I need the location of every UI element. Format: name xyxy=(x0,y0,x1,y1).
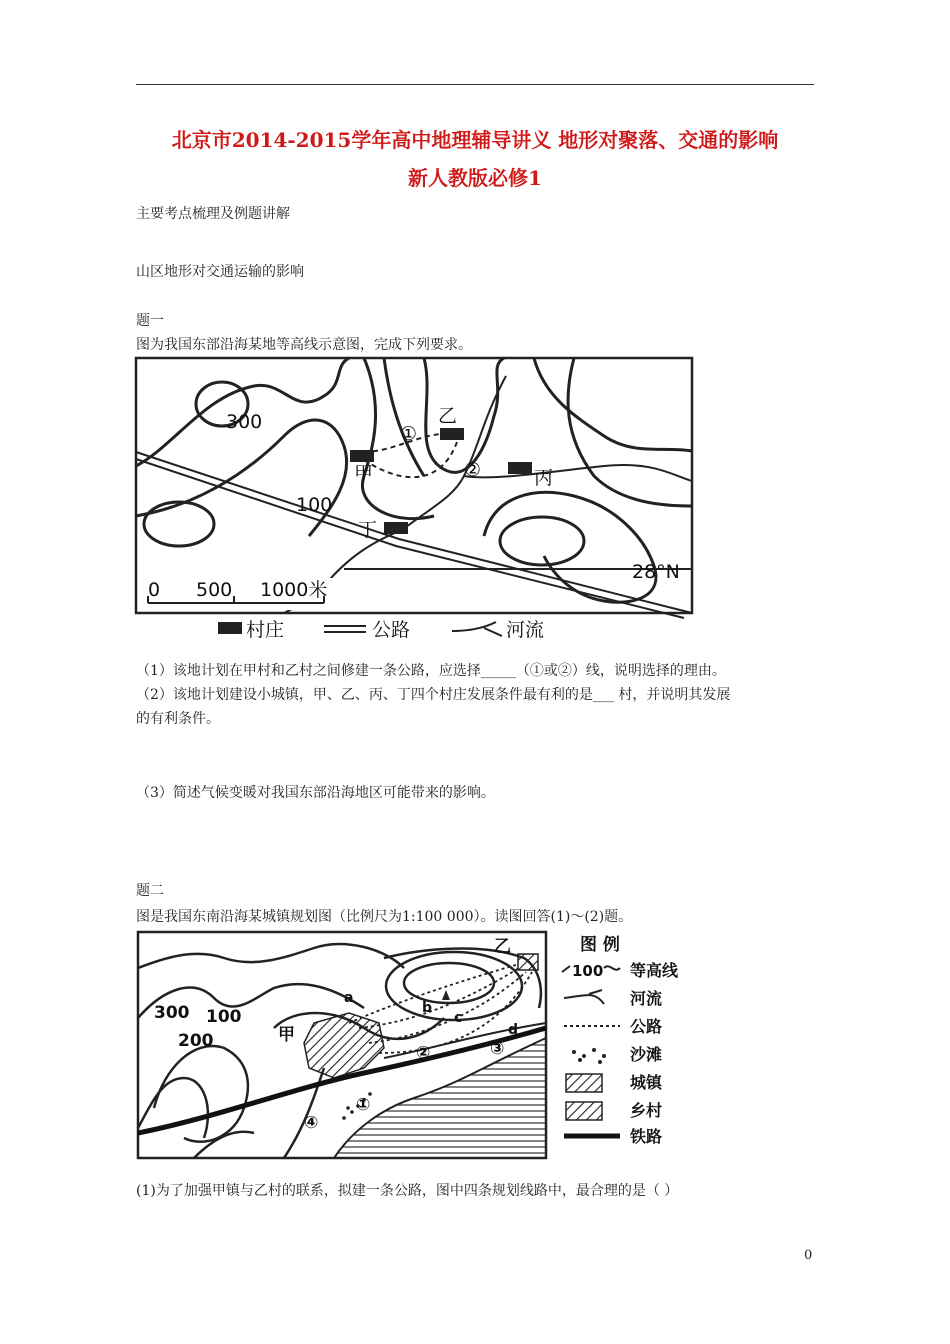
route-a-label: a xyxy=(344,990,354,1006)
legend-town-icon xyxy=(566,1074,602,1092)
contour-label-100: 100 xyxy=(296,494,333,516)
town-plan-figure xyxy=(134,928,706,1162)
river xyxy=(402,376,506,530)
section-heading: 山区地形对交通运输的影响 xyxy=(136,264,304,280)
legend-contour-label: 等高线 xyxy=(630,961,679,980)
legend-railway-label: 铁路 xyxy=(630,1127,663,1146)
village-bing-label: 丙 xyxy=(534,467,554,489)
village-yi-label: 乙 xyxy=(438,405,458,427)
map2-label-100: 100 xyxy=(206,1007,242,1027)
legend-river-label: 河流 xyxy=(630,989,663,1008)
legend-road-label: 公路 xyxy=(630,1017,663,1036)
spot-2-label: ② xyxy=(416,1043,431,1063)
village-jia-label: 甲 xyxy=(354,463,374,485)
route-2-label: ② xyxy=(464,459,482,481)
question1-part2-line2: 的有利条件。 xyxy=(136,711,220,727)
peak-icon xyxy=(442,990,450,1000)
village-ding-label: 丁 xyxy=(358,519,378,541)
map2-legend xyxy=(562,934,679,1146)
question2-part1: (1)为了加强甲镇与乙村的联系，拟建一条公路，图中四条规划线路中，最合理的是（ ） xyxy=(136,1183,679,1199)
village-markers xyxy=(350,428,532,534)
legend-river-icon xyxy=(452,622,502,636)
subtitle: 主要考点梳理及例题讲解 xyxy=(136,206,290,222)
document-title-line1: 北京市2014-2015学年高中地理辅导讲义 地形对聚落、交通的影响 xyxy=(171,128,779,152)
question1-part2-line1: （2）该地计划建设小城镇，甲、乙、丙、丁四个村庄发展条件最有利的是___ 村，并说明其发展 xyxy=(136,687,731,703)
route-b-label: b xyxy=(422,1000,433,1016)
village-yi-label: 乙 xyxy=(494,937,511,957)
legend-village-icon xyxy=(218,622,242,634)
legend-river-icon xyxy=(564,990,604,1004)
map2-label-300: 300 xyxy=(154,1003,190,1023)
header-rule xyxy=(136,84,814,85)
legend-beach-label: 沙滩 xyxy=(630,1045,663,1064)
village-yi xyxy=(518,954,538,970)
contour-map-figure xyxy=(134,356,696,646)
page-number: 0 xyxy=(804,1248,813,1263)
scale-label-1000: 1000米 xyxy=(260,579,328,601)
question1-part3: （3）简述气候变暖对我国东部沿海地区可能带来的影响。 xyxy=(136,785,495,801)
legend-contour-icon xyxy=(604,966,620,969)
scale-label-500: 500 xyxy=(196,579,233,601)
spot-3-label: ③ xyxy=(490,1039,505,1059)
route-1-label: ① xyxy=(400,423,418,445)
spot-1-label: ① xyxy=(356,1095,371,1115)
legend-contour-number: 100 xyxy=(572,962,604,980)
legend-village-icon xyxy=(566,1102,602,1120)
legend-village-label: 乡村 xyxy=(630,1101,663,1120)
latitude-label: 28°N xyxy=(632,561,680,583)
map2-label-200: 200 xyxy=(178,1031,214,1051)
contour-label-300: 300 xyxy=(226,411,263,433)
legend-title: 图 例 xyxy=(580,935,620,955)
town-jia-label: 甲 xyxy=(278,1025,295,1045)
route-d-label: d xyxy=(508,1022,519,1038)
route-c-label: c xyxy=(454,1010,463,1026)
question2-label: 题二 xyxy=(136,883,164,899)
spot-4-label: ④ xyxy=(304,1113,319,1133)
question1-intro: 图为我国东部沿海某地等高线示意图，完成下列要求。 xyxy=(136,337,472,353)
legend-river-label: 河流 xyxy=(506,619,545,641)
legend-village-label: 村庄 xyxy=(246,619,285,641)
question1-part1: （1）该地计划在甲村和乙村之间修建一条公路，应选择_____（①或②）线，说明选择的理由。 xyxy=(136,663,726,679)
legend-road-label: 公路 xyxy=(372,619,411,641)
document-title-line2: 新人教版必修1 xyxy=(408,166,542,190)
question1-label: 题一 xyxy=(136,313,164,329)
question2-intro: 图是我国东南沿海某城镇规划图（比例尺为1:100 000）。读图回答(1)～(2)题。 xyxy=(136,909,633,925)
scale-label-0: 0 xyxy=(148,579,161,601)
town-jia xyxy=(304,1013,384,1078)
legend-town-label: 城镇 xyxy=(630,1073,663,1092)
legend-beach-icon xyxy=(572,1048,606,1064)
